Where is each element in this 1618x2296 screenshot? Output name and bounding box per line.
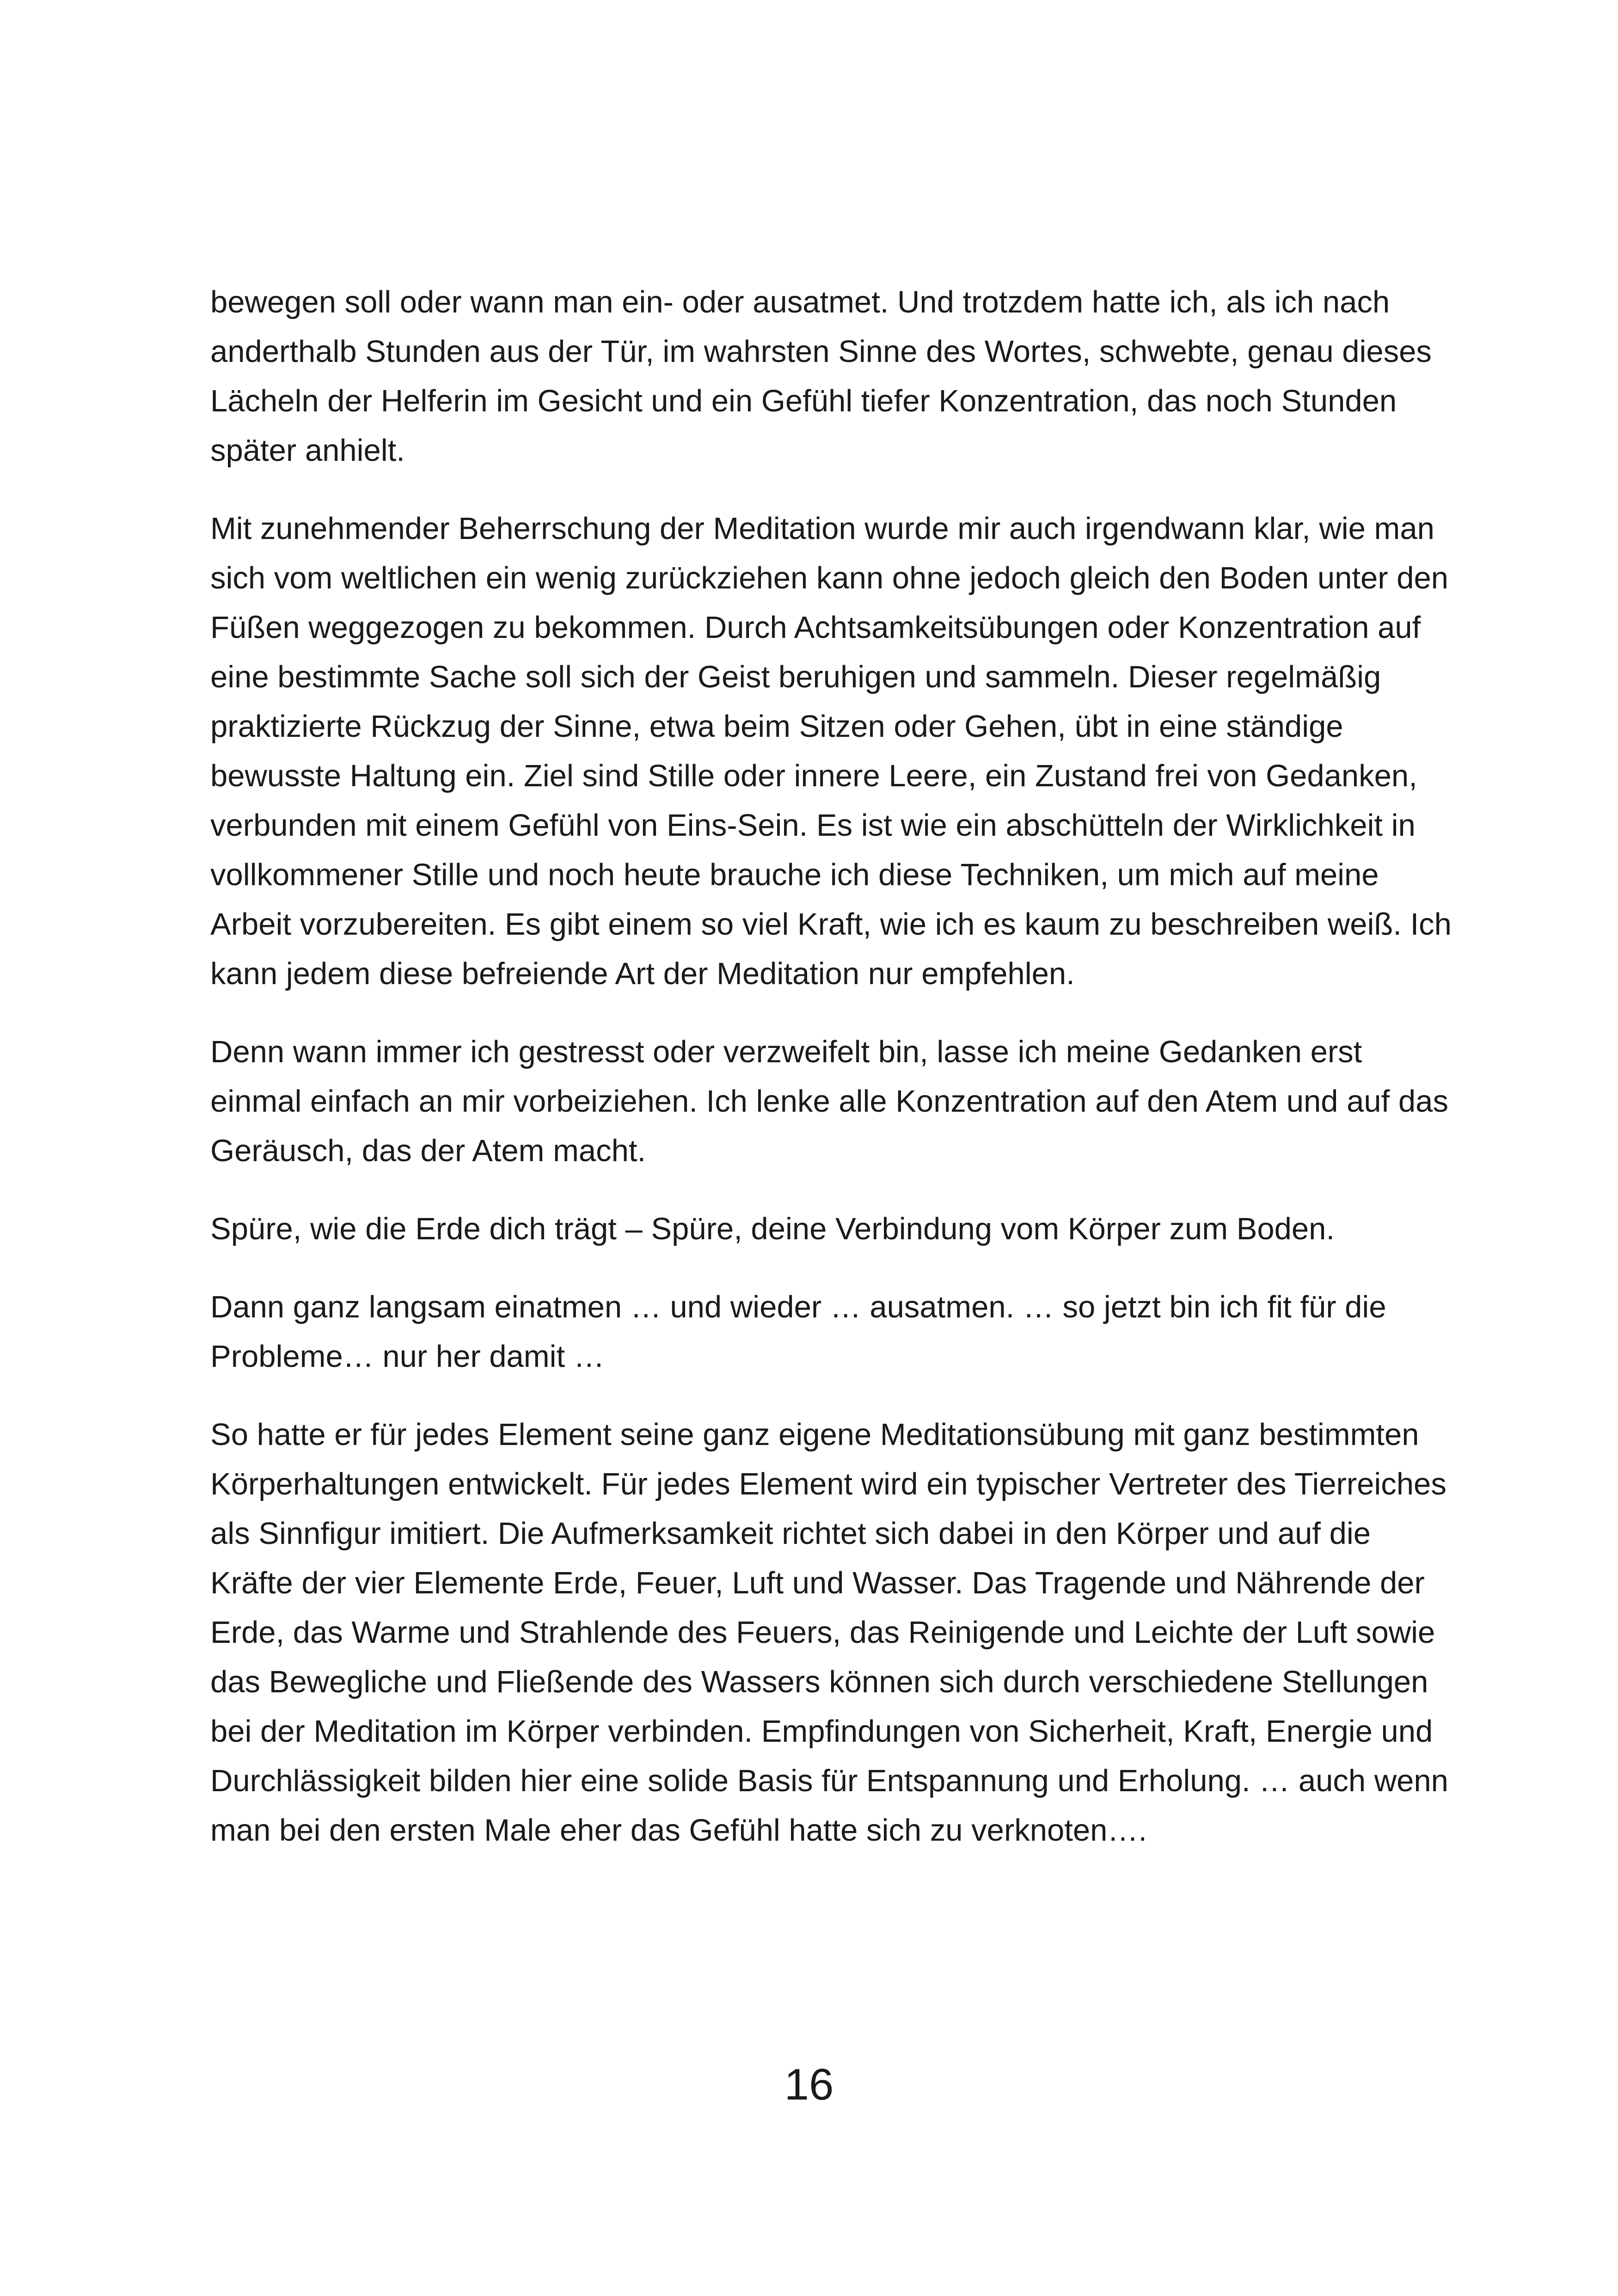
paragraph: bewegen soll oder wann man ein- oder ausatmet. Und trotzdem hatte ich, als ich nach anderthalb Stunden aus der Tür, im wahrsten Sinne des Wortes, schwebte, genau dieses Lächeln der Helferin im Gesicht und ein Gefühl tiefer Konzentration, das noch Stunden später anhielt.	[210, 285, 1432, 468]
paragraph: Denn wann immer ich gestresst oder verzweifelt bin, lasse ich meine Gedanken erst einmal einfach an mir vorbeiziehen. Ich lenke alle Konzentration auf den Atem und auf das Geräusch, das der Atem macht.	[210, 1035, 1448, 1168]
paragraph: Mit zunehmender Beherrschung der Meditation wurde mir auch irgendwann klar, wie man sich vom weltlichen ein wenig zurückziehen kann ohne jedoch gleich den Boden unter den Füßen weggezogen zu bekommen. Durch Achtsamkeitsübungen oder Konzentration auf eine bestimmte Sache soll sich der Geist beruhigen und sammeln. Dieser regelmäßig praktizierte Rückzug der Sinne, etwa beim Sitzen oder Gehen, übt in eine ständige bewusste Haltung ein. Ziel sind Stille oder innere Leere, ein Zustand frei von Gedanken, verbunden mit einem Gefühl von Eins-Sein. Es ist wie ein abschütteln der Wirklichkeit in vollkommener Stille und noch heute brauche ich diese Techniken, um mich auf meine Arbeit vorzubereiten. Es gibt einem so viel Kraft, wie ich es kaum zu beschreiben weiß. Ich kann jedem diese befreiende Art der Meditation nur empfehlen.	[210, 511, 1452, 991]
body-text	[210, 277, 1454, 1884]
paragraph: Spüre, wie die Erde dich trägt – Spüre, deine Verbindung vom Körper zum Boden.	[210, 1212, 1335, 1246]
paragraph: So hatte er für jedes Element seine ganz eigene Meditationsübung mit ganz bestimmten Körperhaltungen entwickelt. Für jedes Element wird ein typischer Vertreter des Tierreiches als Sinnfigur imitiert. Die Aufmerksamkeit richtet sich dabei in den Körper und auf die Kräfte der vier Elemente Erde, Feuer, Luft und Wasser. Das Tragende und Nährende der Erde, das Warme und Strahlende des Feuers, das Reinigende und Leichte der Luft sowie das Bewegliche und Fließende des Wassers können sich durch verschiedene Stellungen bei der Meditation im Körper verbinden. Empfindungen von Sicherheit, Kraft, Energie und Durchlässigkeit bilden hier eine solide Basis für Entspannung und Erholung. … auch wenn man bei den ersten Male eher das Gefühl hatte sich zu verknoten….	[210, 1417, 1448, 1848]
page-number: 16	[784, 2060, 834, 2109]
paragraph: Dann ganz langsam einatmen … und wieder … ausatmen. … so jetzt bin ich fit für die Probleme… nur her damit …	[210, 1290, 1386, 1374]
